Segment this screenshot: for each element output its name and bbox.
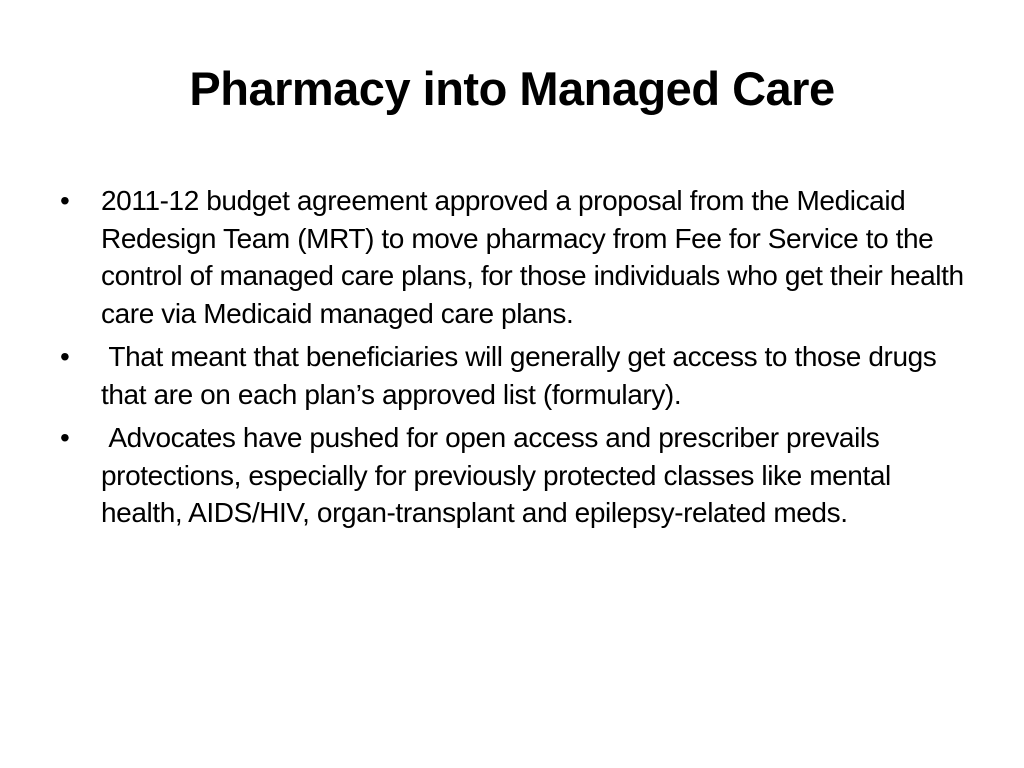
- bullet-list: [58, 182, 978, 538]
- bullet-item: [58, 338, 978, 413]
- bullet-item: [58, 419, 978, 532]
- bullet-text: Advocates have pushed for open access and prescriber prevails protections, especially for previously protected classes like mental health, AIDS/HIV, organ-transplant and epilepsy-related meds.: [101, 422, 899, 528]
- bullet-icon: •: [60, 422, 70, 453]
- bullet-text: That meant that beneficiaries will generally get access to those drugs that are on each plan’s approved list (formulary).: [101, 341, 944, 410]
- bullet-icon: •: [60, 341, 70, 372]
- bullet-item: [58, 182, 978, 332]
- bullet-icon: •: [60, 185, 70, 216]
- bullet-text: 2011-12 budget agreement approved a proposal from the Medicaid Redesign Team (MRT) to move pharmacy from Fee for Service to the control of managed care plans, for those individuals who get their health care via Medicaid managed care plans.: [101, 185, 972, 329]
- slide-title: Pharmacy into Managed Care: [189, 62, 835, 115]
